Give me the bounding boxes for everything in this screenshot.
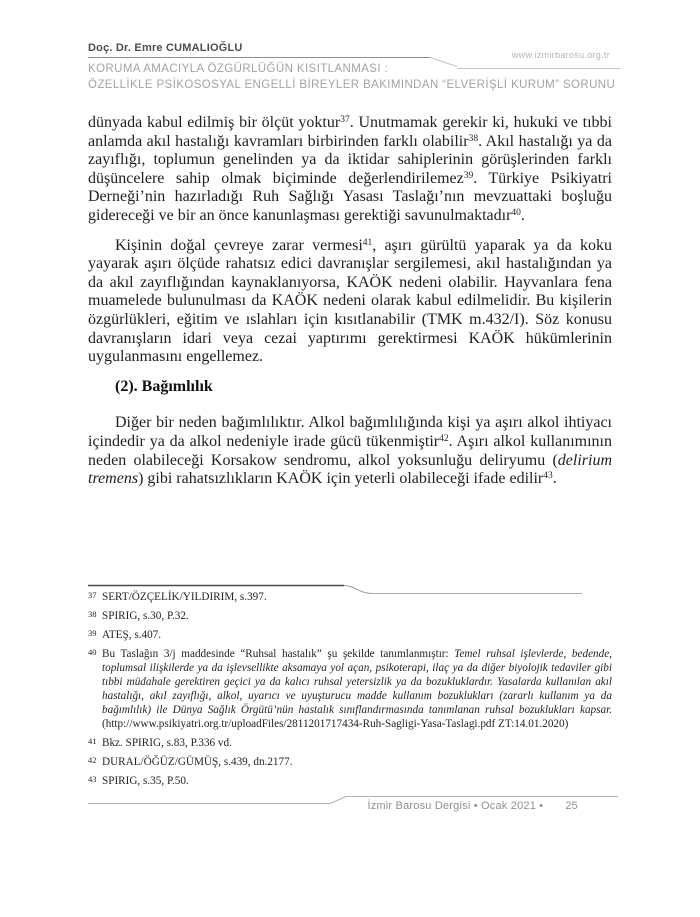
- footnote-38: [88, 609, 612, 623]
- footnote-text: Bu Taslağın 3/j maddesinde “Ruhsal hastalık” şu şekilde tanımlanmıştır: Temel ruhsal işlevlerde, bedende, toplumsal ilişkilerde ya da işlevsellikte aksamaya yol açan, psikoterapi, ilaç ya da diğer biyolojik tedaviler gibi tıbbi müdahale gerektiren geçici ya da kalıcı ruhsal yetersizlik ya da bozukluklardır. Yasalarda kullanılan akıl hastalığı, akıl zayıflığı, alkol, uyarıcı ve uyuşturucu madde kullanım bozuklukları (zararlı kullanım ya da bağımlılık) ile Dünya Sağlık Örgütü’nün hastalık sınıflandırmasında tanımlanan ruhsal bozuklukları kapsar. (http://www.psikiyatri.org.tr/uploadFiles/2811201717434-Ruh-Sagligi-Yasa-Taslagi.pdf ZT:14.01.2020): [102, 648, 612, 730]
- footnotes-section: [88, 590, 612, 793]
- footnote-text: ATEŞ, s.407.: [102, 629, 162, 641]
- footnote-number: 43: [88, 774, 97, 784]
- body-paragraph-3: Diğer bir neden bağımlılıktır. Alkol bağımlılığında kişi ya aşırı alkol ihtiyacı içindedir ya da alkol nedeniyle irade gücü tükenmiştir$^{42}$. Aşırı alkol kullanımının neden olabileceği Korsakow sendromu, alkol yoksunluğu deliryumu (delirium tremens) gibi rahatsızlıkların KAÖK için yeterli olabileceği ifade edilir$^{43}$.: [88, 414, 612, 488]
- website-url: www.izmirbarosu.org.tr: [511, 50, 610, 60]
- article-title-line1: KORUMA AMACIYLA ÖZGÜRLÜĞÜN KISITLANMASI :: [88, 63, 389, 75]
- footnote-number: 42: [88, 755, 97, 765]
- footnote-text: SPIRIG, s.35, P.50.: [102, 775, 189, 787]
- article-title-line2: ÖZELLİKLE PSİKOSOSYAL ENGELLİ BİREYLER BAKIMINDAN “ELVERİŞLİ KURUM” SORUNU: [88, 79, 616, 91]
- footnote-number: 40: [88, 647, 97, 657]
- footnote-42: [88, 755, 612, 769]
- footnote-39: [88, 628, 612, 642]
- footnote-text: Bkz. SPIRIG, s.83, P.336 vd.: [102, 737, 232, 749]
- body-paragraph-2: Kişinin doğal çevreye zarar vermesi$^{41}$, aşırı gürültü yaparak ya da koku yayarak aşırı ölçüde rahatsız edici davranışlar sergilemesi, akıl hastalığından ya da akıl zayıflığından kaynaklanıyorsa, KAÖK nedeni olabilir. Hayvanlara fena muamelede bulunulması da KAÖK nedeni olarak kabul edilmelidir. Bu kişilerin özgürlükleri, eğitim ve ıslahları için kısıtlanabilir (TMK m.432/I). Söz konusu davranışların idari veya cezai yaptırımı gerektirmesi KAÖK hükümlerinin uygulanmasını engellemez.: [88, 236, 612, 366]
- footnote-number: 41: [88, 736, 97, 746]
- footnote-number: 37: [88, 590, 97, 600]
- footnote-text: SPIRIG, s.30, P.32.: [102, 610, 189, 622]
- footnote-40: [88, 647, 612, 731]
- footnote-43: [88, 774, 612, 788]
- page-footer: [88, 800, 612, 812]
- journal-name: İzmir Barosu Dergisi • Ocak 2021 •: [367, 800, 544, 812]
- footnote-text: SERT/ÖZÇELİK/YILDIRIM, s.397.: [102, 591, 267, 603]
- article-body: [88, 114, 612, 500]
- author-name: Doç. Dr. Emre CUMALIOĞLU: [88, 42, 243, 54]
- footnote-number: 38: [88, 609, 97, 619]
- section-heading: (2). Bağımlılık: [115, 377, 213, 395]
- page-number: 25: [565, 800, 578, 812]
- footnote-41: [88, 736, 612, 750]
- body-paragraph-1: dünyada kabul edilmiş bir ölçüt yoktur$^{37}$. Unutmamak gerekir ki, hukuki ve tıbbi anlamda akıl hastalığı kavramları birbirinden farklı olabilir$^{38}$. Akıl hastalığı ya da zayıflığı, toplumun genelinden ya da iktidar sahiplerinin görüşlerinden farklı düşüncelere sahip olmak biçiminde değerlendirilemez$^{39}$. Türkiye Psikiyatri Derneği’nin hazırladığı Ruh Sağlığı Yasası Taslağı’nın mevzuattaki boşluğu gidereceği ve bir an önce kanunlaşması gerektiği savunulmaktadır$^{40}$.: [88, 114, 612, 224]
- footnote-number: 39: [88, 628, 97, 638]
- footnote-text: DURAL/ÖĞÜZ/GÜMÜŞ, s.439, dn.2177.: [102, 756, 293, 768]
- footnote-37: [88, 590, 612, 604]
